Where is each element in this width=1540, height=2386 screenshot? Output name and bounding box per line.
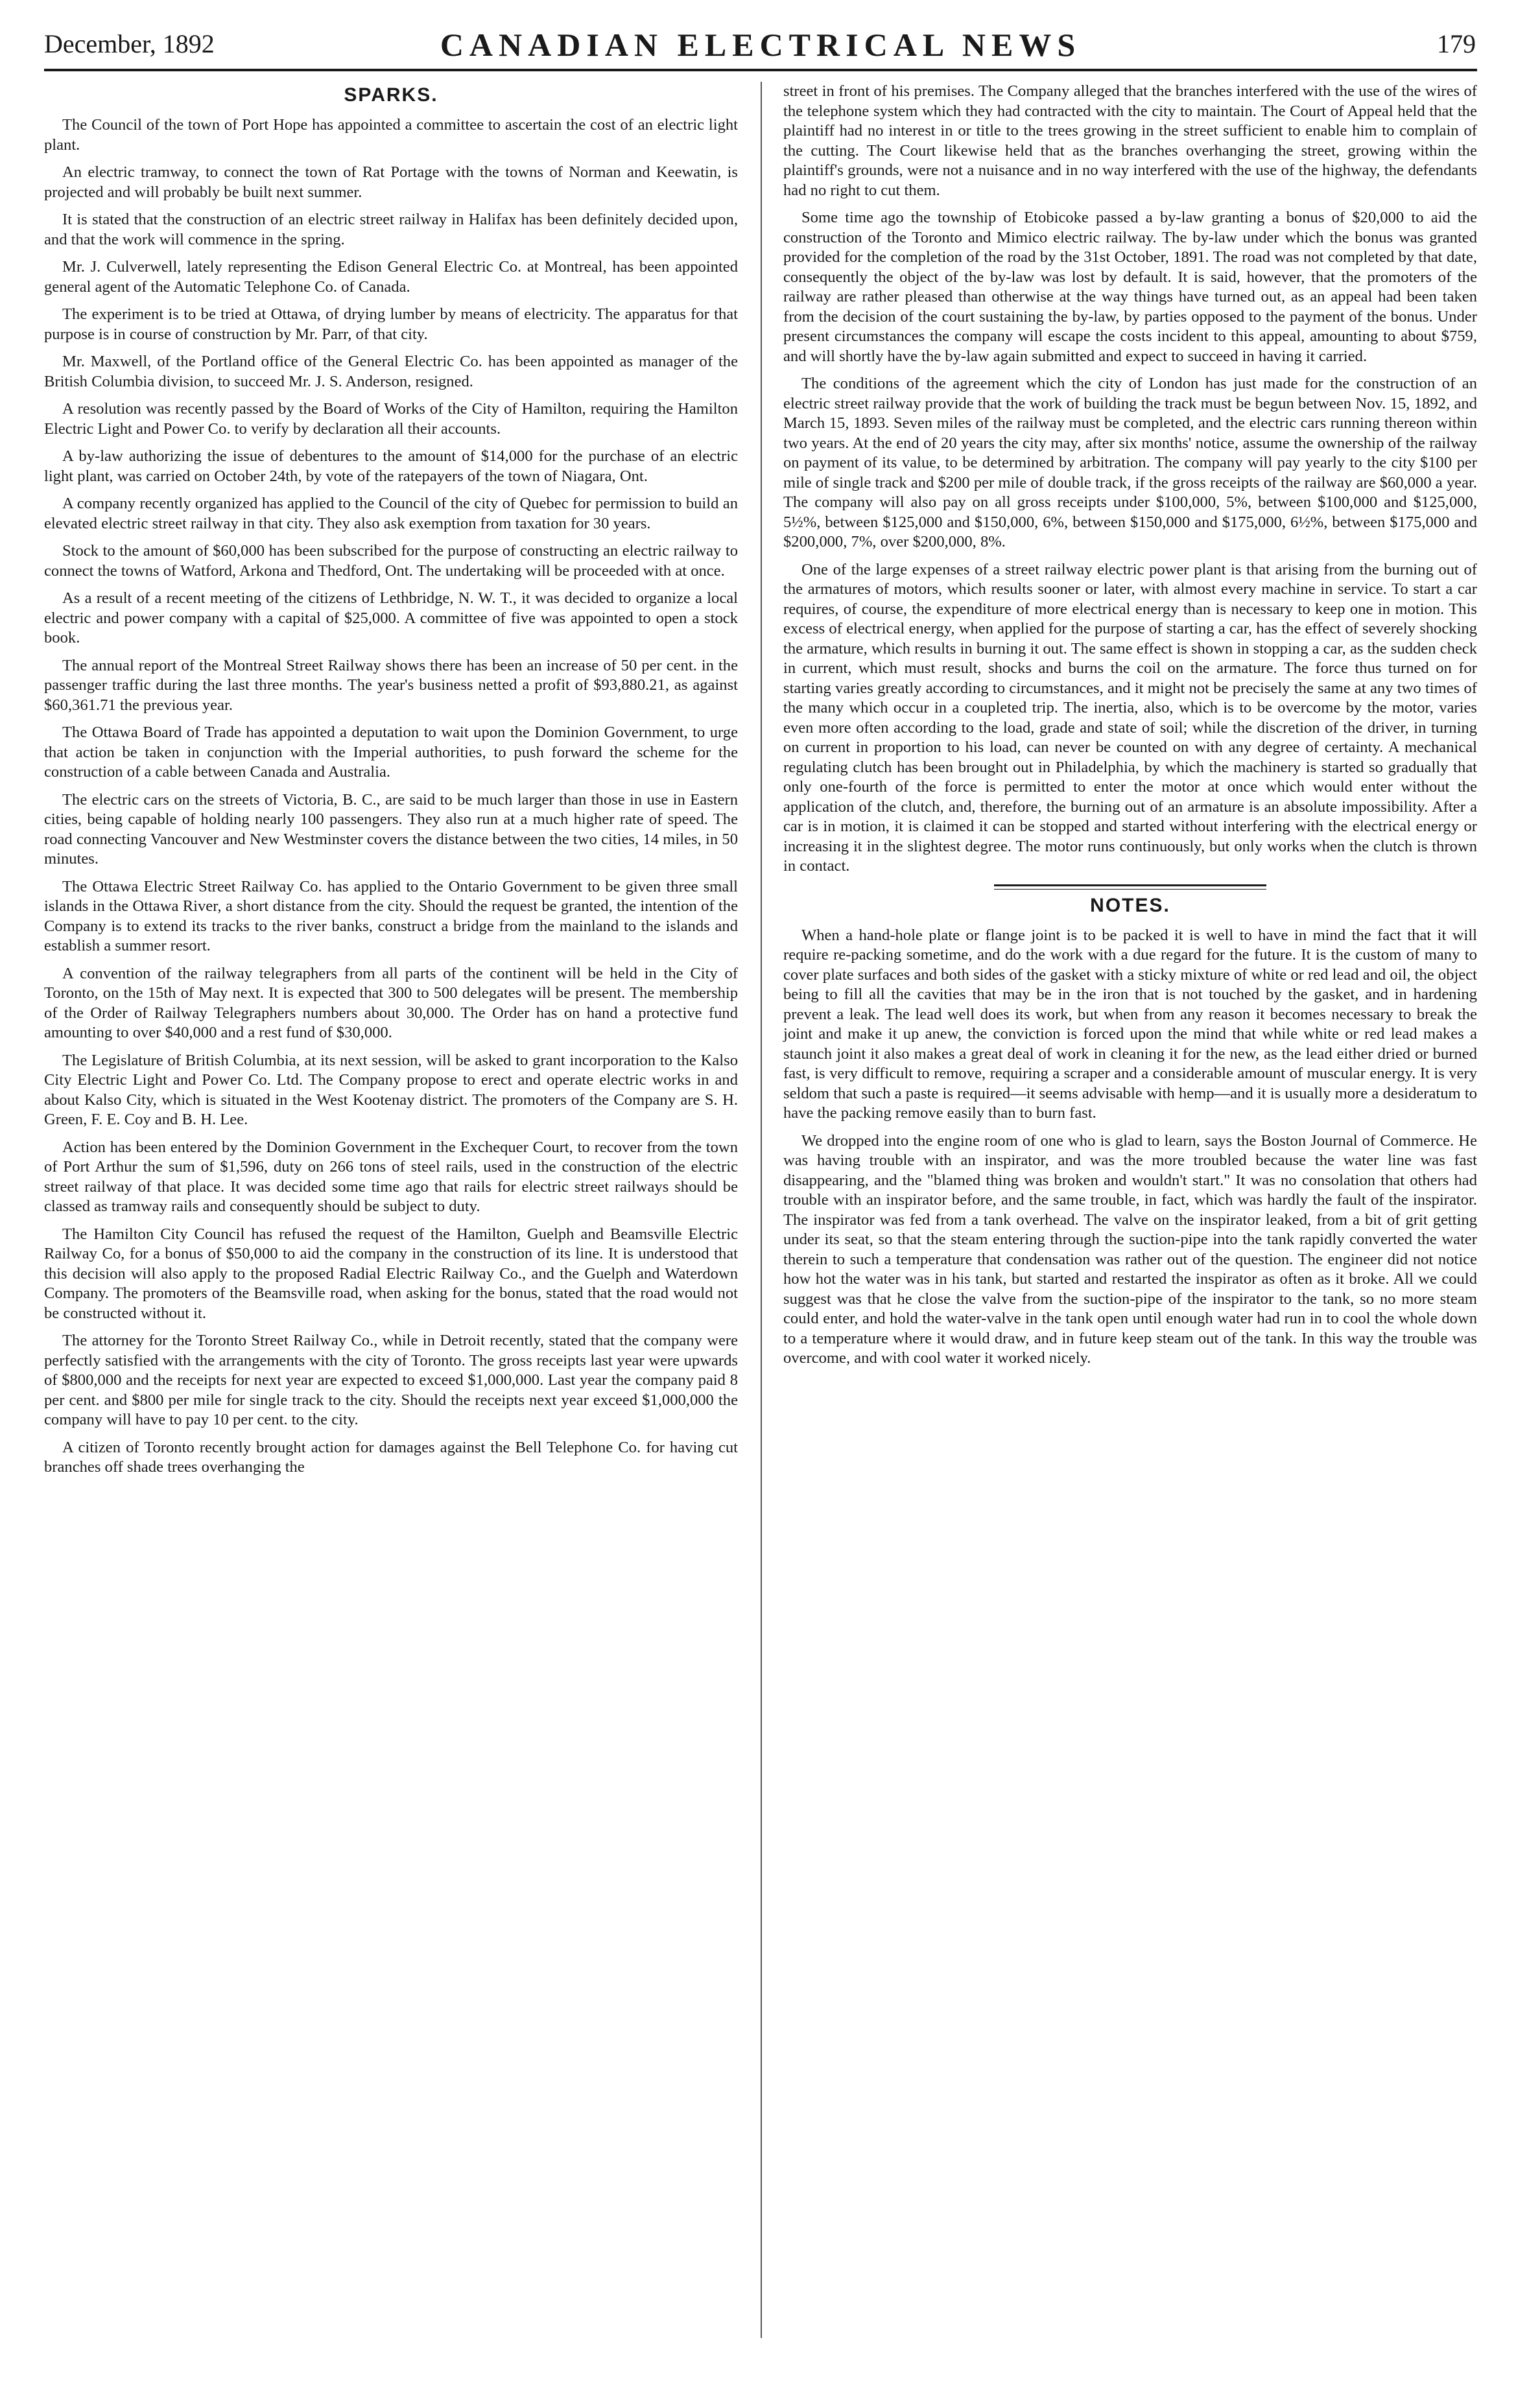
right-column [783, 82, 1477, 1376]
article-paragraph: It is stated that the construction of an electric street railway in Halifax has been definitely decided upon, and that the work will commence in the spring. [44, 211, 738, 248]
article-paragraph: A by-law authorizing the issue of debentures to the amount of $14,000 for the purchase of an electric light plant, was carried on October 24th, by vote of the ratepayers of the town of Niagara, Ont. [44, 447, 738, 485]
article-paragraph: A convention of the railway telegraphers from all parts of the continent will be held in the City of Toronto, on the 15th of May next. It is expected that 300 to 500 delegates will be present. The membership of the Order of Railway Telegraphers numbers about 30,000. The Order has on hand a protective fund amounting to over $40,000 and a rest fund of $30,000. [44, 964, 738, 1041]
notes-heading: NOTES. [1090, 894, 1170, 916]
sparks-articles [44, 115, 738, 1478]
article-paragraph: The annual report of the Montreal Street Railway shows there has been an increase of 50 per cent. in the passenger traffic during the last three months. The year's business netted a profit of $93,880.21, as against $60,361.71 the previous year. [44, 656, 738, 714]
article-paragraph: street in front of his premises. The Company alleged that the branches interfered with the use of the wires of the telephone system which they had contracted with the city to maintain. The Court of Appeal held that the plaintiff had no interest in or title to the trees growing in the street sufficient to enable him to complain of the cutting. The Court likewise held that as the branches overhanging the street, growing within the plaintiff's grounds, were not a nuisance and in no way interfered with the use of the highway, the defendants had no right to cut them. [783, 82, 1477, 199]
page-header [44, 25, 1477, 71]
article-paragraph: Mr. J. Culverwell, lately representing the Edison General Electric Co. at Montreal, has been appointed general agent of the Automatic Telephone Co. of Canada. [44, 258, 738, 296]
newspaper-page [44, 25, 1477, 2359]
article-paragraph: A company recently organized has applied to the Council of the city of Quebec for permission to build an elevated electric street railway in that city. They also ask exemption from taxation for 30 years. [44, 495, 738, 532]
continued-articles [783, 82, 1477, 877]
article-paragraph: The attorney for the Toronto Street Railway Co., while in Detroit recently, stated that the company were perfectly satisfied with the arrangements with the city of Toronto. The gross receipts last year were upwards of $800,000 and the receipts for next year are expected to exceed $1,000,000. Last year the company paid 8 per cent. and $800 per mile for single track to the city. Should the receipts next year exceed $1,000,000 the company will have to pay 10 per cent. to the city. [44, 1332, 738, 1428]
article-paragraph: When a hand-hole plate or flange joint is to be packed it is well to have in mind the fact that it will require re-packing sometime, and do the work with a due regard for the future. It is the custom of many to cover plate surfaces and both sides of the gasket with a sticky mixture of white or red lead and oil, the object being to fill all the cavities that may be in the iron that is not touched by the gasket, and in hardening prevent a leak. The lead well does its work, but when from any reason it becomes necessary to break the joint and make it up anew, the conviction is forced upon the mind that while white or red lead makes a staunch joint it also makes a great deal of work in cleaning it for the new, as the lead either dried or burned fast, is very difficult to remove, requiring a scraper and a considerable amount of muscular energy. It is very seldom that such a paste is required—it seems advisable with hemp—and it is usually more a desideratum to have the packing remove easily than to burn fast. [783, 926, 1477, 1122]
article-paragraph: The Ottawa Electric Street Railway Co. has applied to the Ontario Government to be given three small islands in the Ottawa River, a short distance from the city. Should the request be granted, the intention of the Company is to extend its tracks to the river banks, construct a bridge from the mainland to the islands and establish a summer resort. [44, 877, 738, 954]
sparks-heading: SPARKS. [344, 84, 438, 106]
article-paragraph: As a result of a recent meeting of the citizens of Lethbridge, N. W. T., it was decided to organize a local electric and power company with a capital of $25,000. A committee of five was appointed to open a stock book. [44, 589, 738, 646]
article-paragraph: The Council of the town of Port Hope has appointed a committee to ascertain the cost of an electric light plant. [44, 116, 738, 154]
article-paragraph: A resolution was recently passed by the Board of Works of the City of Hamilton, requiring the Hamilton Electric Light and Power Co. to verify by declaration all their accounts. [44, 400, 738, 438]
article-paragraph: The conditions of the agreement which the city of London has just made for the construction of an electric street railway provide that the work of building the track must be begun between Nov. 15, 1892, and March 15, 1893. Seven miles of the railway must be completed, and the electric cars running thereon within two years. At the end of 20 years the city may, after six months' notice, assume the ownership of the railway on payment of its value, to be determined by arbitration. The company will pay yearly to the city $100 per mile of single track and $200 per mile of double track, if the gross receipts of the railway are $60,000 a year. The company will also pay on all gross receipts under $100,000, 5%, between $100,000 and $125,000, 5½%, between $125,000 and $150,000, 6%, between $150,000 and $175,000, 6½%, between $175,000 and $200,000, 7%, over $200,000, 8%. [783, 375, 1477, 550]
article-paragraph: Action has been entered by the Dominion Government in the Exchequer Court, to recover from the town of Port Arthur the sum of $1,596, duty on 266 tons of steel rails, used in the construction of the electric street railway of that place. It was decided some time ago that rails for electric street railways should be classed as tramway rails and consequently should be subject to duty. [44, 1138, 738, 1215]
masthead-title: CANADIAN ELECTRICAL NEWS [440, 27, 1082, 63]
article-paragraph: One of the large expenses of a street railway electric power plant is that arising from the burning out of the armatures of motors, which results sooner or later, with almost every machine in service. To start a car requires, of course, the expenditure of more electrical energy than is necessary to keep one in motion. This excess of electrical energy, when applied for the purpose of starting a car, has the effect of severely shocking the armature, which results in burning it out. The same effect is shown in stopping a car, as the sudden check in current, which must result, shocks and burns the coil on the armature. The force thus turned on for starting varies greatly according to circumstances, and it might not be precisely the same at any two times of the many which occur in a coupleted trip. The inertia, also, which is to be overcome by the motor, varies even more often according to the load, grade and state of soil; while the discretion of the driver, in turning on current in proportion to his load, can never be counted on with any degree of certainty. A mechanical regulating clutch has been brought out in Philadelphia, by which the machinery is started so gradually that only one-fourth of the force is permitted to enter the motor at once which would enter without the application of the clutch, and, therefore, the burning out of an armature is an absolute impossibility. After a car is in motion, it is claimed it can be stopped and started without interfering with the electrical energy or increasing it in the slightest degree. The motor runs continuously, but only works when the clutch is thrown in contact. [783, 560, 1477, 875]
notes-articles [783, 926, 1477, 1369]
article-paragraph: We dropped into the engine room of one who is glad to learn, says the Boston Journal of Commerce. He was having trouble with an inspirator, and was the more troubled because the water line was fast disappearing, and the "blamed thing was broken and wouldn't start." It was no consolation that others had trouble with an inspirator before, and the same trouble, in fact, which was hardly the fault of the inspirator. The inspirator was fed from a tank overhead. The valve on the inspirator leaked, from a bit of grit getting under its seat, so that the steam entering through the suction-pipe into the tank rapidly converted the water therein to such a temperature that condensation was rather out of the question. The engineer did not notice how hot the water was in his tank, but started and restarted the inspirator as often as it broke. All we could suggest was that he close the valve from the suction-pipe of the inspirator to the tank, so no more steam could enter, and hold the water-valve in the tank open until enough water had run in to cool the whole down to a temperature where it would draw, and in future keep steam out of the tank. In this way the trouble was overcome, and with cool water it worked nicely. [783, 1131, 1477, 1367]
article-paragraph: The Hamilton City Council has refused the request of the Hamilton, Guelph and Beamsville Electric Railway Co, for a bonus of $50,000 to aid the company in the construction of its line. It is understood that this decision will also apply to the proposed Radial Electric Railway Co., and the Guelph and Waterdown Company. The promoters of the Beamsville road, when asking for the bonus, stated that the road would not be constructed without it. [44, 1225, 738, 1322]
article-paragraph: A citizen of Toronto recently brought action for damages against the Bell Telephone Co. for having cut branches off shade trees overhanging the [44, 1438, 738, 1476]
section-divider [994, 884, 1266, 890]
column-divider [761, 82, 762, 2338]
left-column [44, 82, 738, 1485]
article-paragraph: The Legislature of British Columbia, at its next session, will be asked to grant incorporation to the Kalso City Electric Light and Power Co. Ltd. The Company propose to erect and operate electric works in and about Kalso City, which is situated in the West Kootenay district. The promoters of the Company are S. H. Green, F. E. Coy and B. H. Lee. [44, 1051, 738, 1128]
issue-date: December, 1892 [44, 29, 215, 58]
article-paragraph: Stock to the amount of $60,000 has been subscribed for the purpose of constructing an electric railway to connect the towns of Watford, Arkona and Thedford, Ont. The undertaking will be proceeded with at once. [44, 542, 738, 580]
article-paragraph: Some time ago the township of Etobicoke passed a by-law granting a bonus of $20,000 to aid the construction of the Toronto and Mimico electric railway. The by-law under which the bonus was granted provided for the completion of the road by the 31st October, 1891. The road was not completed by that date, consequently the object of the by-law was lost by default. It is said, however, that the promoters of the railway are rather pleased than otherwise at the way things have turned out, as an appeal had been taken from the decision of the court sustaining the by-law, by parties opposed to the payment of the bonus. Under present circumstances the company will escape the costs incident to this appeal, amounting to about $759, and will shortly have the by-law again submitted and expect to succeed in having it carried. [783, 209, 1477, 365]
article-paragraph: Mr. Maxwell, of the Portland office of the General Electric Co. has been appointed as manager of the British Columbia division, to succeed Mr. J. S. Anderson, resigned. [44, 353, 738, 390]
article-paragraph: The electric cars on the streets of Victoria, B. C., are said to be much larger than those in use in Eastern cities, being capable of holding nearly 100 passengers. They also run at a much higher rate of speed. The road connecting Vancouver and New Westminster covers the distance between the two cities, 14 miles, in 50 minutes. [44, 790, 738, 868]
article-paragraph: An electric tramway, to connect the town of Rat Portage with the towns of Norman and Keewatin, is projected and will probably be built next summer. [44, 163, 738, 201]
article-paragraph: The Ottawa Board of Trade has appointed a deputation to wait upon the Dominion Government, to urge that action be taken in conjunction with the Imperial authorities, to push forward the scheme for the construction of a cable between Canada and Australia. [44, 724, 738, 781]
article-paragraph: The experiment is to be tried at Ottawa, of drying lumber by means of electricity. The apparatus for that purpose is in course of construction by Mr. Parr, of that city. [44, 305, 738, 343]
page-number: 179 [1437, 29, 1476, 58]
